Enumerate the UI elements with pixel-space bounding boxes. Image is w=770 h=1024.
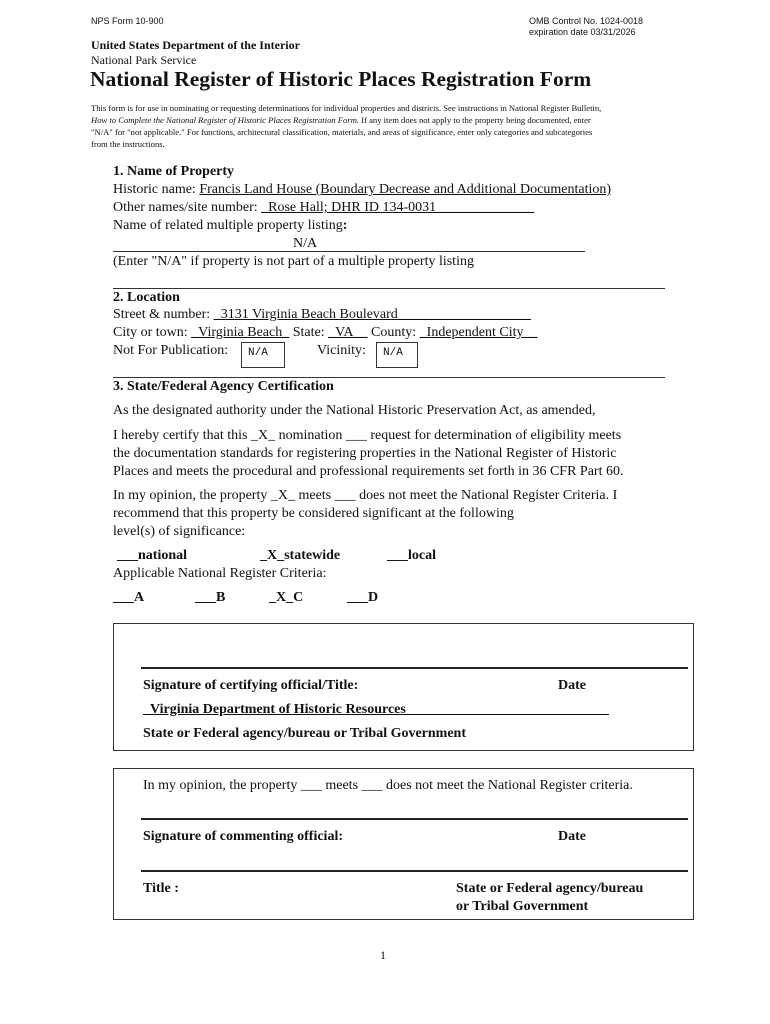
certifying-date-label: Date	[558, 678, 586, 693]
vicinity-label: Vicinity:	[317, 343, 366, 358]
section-2-heading: 2. Location	[113, 290, 180, 305]
section-divider-2	[113, 377, 665, 378]
county-label: County:	[367, 325, 420, 340]
other-names-label: Other names/site number:	[113, 200, 262, 215]
certify-line-3: Places and meets the procedural and professional requirements set forth in 36 CFR Part 60.	[113, 464, 624, 479]
section-3-heading: 3. State/Federal Agency Certification	[113, 379, 334, 394]
criteria-b[interactable]: ___B	[195, 590, 226, 605]
intro-line-3: "N/A" for "not applicable." For functions, architectural classification, materials, and areas of significance, enter only categories and subcategories	[91, 127, 593, 137]
state-label: State:	[289, 325, 329, 340]
certify-line-2: the documentation standards for registering properties in the National Register of Historic	[113, 446, 617, 461]
county-value: _Independent City__	[419, 325, 538, 340]
commenting-signature-line[interactable]	[141, 818, 688, 820]
criteria-d[interactable]: ___D	[347, 590, 379, 605]
certify-line-1: I hereby certify that this _X_ nomination ___ request for determination of eligibility meets	[113, 428, 622, 443]
certifying-signature-label: Signature of certifying official/Title:	[143, 678, 359, 693]
multiple-listing-value: N/A	[293, 236, 318, 251]
multiple-listing-colon: :	[342, 218, 348, 233]
commenting-agency-line-1: State or Federal agency/bureau	[456, 881, 644, 896]
historic-name-row	[113, 182, 611, 198]
criteria-a[interactable]: ___A	[113, 590, 145, 605]
multiple-listing-note: (Enter "N/A" if property is not part of a multiple property listing	[113, 254, 474, 269]
certifying-agency-value: _Virginia Department of Historic Resources_____________________________	[143, 702, 609, 717]
intro-line-1: This form is for use in nominating or requesting determinations for individual properties and districts. See instructions in National Register Bulletin,	[91, 103, 602, 113]
vicinity-field[interactable]: N/A	[376, 342, 418, 368]
service-name: National Park Service	[91, 53, 197, 67]
section-1-heading: 1. Name of Property	[113, 164, 235, 179]
level-statewide[interactable]: _X_statewide	[260, 548, 341, 563]
level-national[interactable]: ___national	[117, 548, 188, 563]
criteria-label: Applicable National Register Criteria:	[113, 566, 327, 581]
expiration-date: expiration date 03/31/2026	[529, 27, 636, 37]
intro-paragraph	[91, 102, 683, 150]
multiple-listing-underline	[113, 251, 585, 252]
other-names-value: _Rose Hall; DHR ID 134-0031______________	[261, 200, 535, 215]
historic-name-value: Francis Land House (Boundary Decrease and Additional Documentation)	[199, 182, 612, 197]
certifying-agency-label: State or Federal agency/bureau or Tribal Government	[143, 726, 467, 741]
comment-opinion: In my opinion, the property ___ meets ___ does not meet the National Register criteria.	[143, 778, 633, 793]
commenting-date-label: Date	[558, 829, 586, 844]
intro-line-2-rest: If any item does not apply to the property being documented, enter	[359, 115, 591, 125]
commenting-title-line[interactable]	[141, 870, 688, 872]
section-divider-1	[113, 288, 665, 289]
intro-bulletin-title: How to Complete the National Register of Historic Places Registration Form.	[91, 115, 360, 125]
street-value: _3131 Virginia Beach Boulevard___________________	[213, 307, 531, 322]
intro-line-4: from the instructions.	[91, 139, 165, 149]
street-label: Street & number:	[113, 307, 214, 322]
commenting-signature-label: Signature of commenting official:	[143, 829, 343, 844]
multiple-listing-row	[113, 218, 347, 234]
street-row	[113, 307, 531, 323]
omb-control-number: OMB Control No. 1024-0018	[529, 16, 644, 26]
page-number: 1	[380, 948, 386, 962]
state-value: _VA__	[328, 325, 368, 340]
multiple-listing-label: Name of related multiple property listing	[113, 218, 343, 233]
commenting-agency-line-2: or Tribal Government	[456, 899, 589, 914]
not-for-publication-field[interactable]: N/A	[241, 342, 285, 368]
form-number: NPS Form 10-900	[91, 16, 164, 26]
page-title: National Register of Historic Places Registration Form	[90, 67, 592, 91]
department-name: United States Department of the Interior	[91, 38, 300, 52]
city-state-county-row	[113, 325, 537, 341]
commenting-title-label: Title :	[143, 881, 179, 896]
city-label: City or town:	[113, 325, 192, 340]
other-names-row	[113, 200, 534, 216]
criteria-c[interactable]: _X_C	[269, 590, 304, 605]
intro-line-2	[91, 114, 683, 126]
city-value: _Virginia Beach_	[191, 325, 290, 340]
not-for-publication-label: Not For Publication:	[113, 343, 229, 358]
opinion-line-2: recommend that this property be considered significant at the following	[113, 506, 514, 521]
authority-statement: As the designated authority under the National Historic Preservation Act, as amended,	[113, 403, 596, 418]
opinion-line-1: In my opinion, the property _X_ meets ___ does not meet the National Register Criteria. I	[113, 488, 618, 503]
opinion-line-3: level(s) of significance:	[113, 524, 246, 539]
level-local[interactable]: ___local	[387, 548, 436, 563]
certifying-signature-line[interactable]	[141, 667, 688, 669]
historic-name-label: Historic name:	[113, 182, 200, 197]
